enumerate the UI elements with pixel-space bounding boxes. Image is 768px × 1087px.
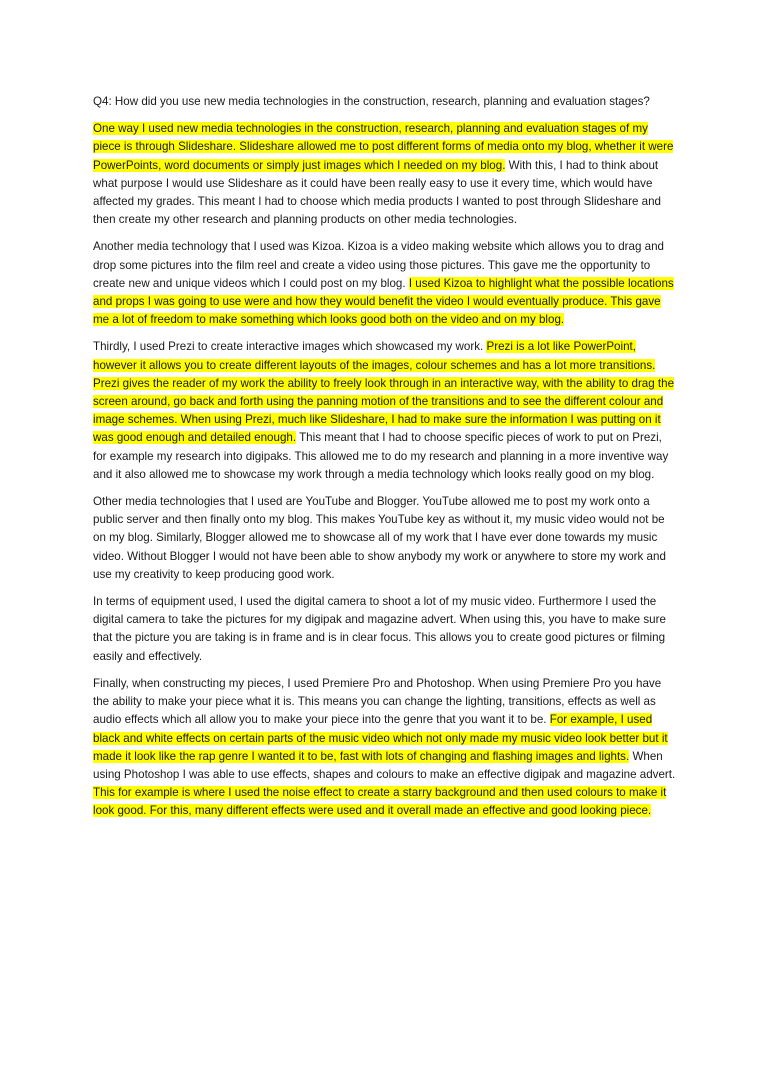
paragraph-premiere-photoshop [93,675,677,821]
paragraph-slideshare [93,120,677,229]
paragraph-youtube-blogger [93,493,677,584]
body-text: Other media technologies that I used are YouTube and Blogger. YouTube allowed me to post my work onto a public server and then finally onto my blog. This makes YouTube key as without it, my music video would not be on my blog. Similarly, Blogger allowed me to showcase all of my work that I have ever done towards my music video. Without Blogger I would not have been able to show anybody my work or anywhere to store my work and use my creativity to keep producing good work. [93,495,666,581]
body-text: When using Photoshop I was able to use effects, shapes and colours to make an effective digipak and magazine advert. [93,749,676,781]
body-text: Thirdly, I used Prezi to create interactive images which showcased my work. [93,340,487,354]
paragraph-equipment [93,593,677,666]
document-page [93,93,677,830]
highlighted-text: This for example is where I used the noise effect to create a starry background and then used colours to make it look good. For this, many different effects were used and it overall made an effective and good looking piece. [93,786,667,818]
body-text: This meant that I had to choose specific pieces of work to put on Prezi, for example my research into digipaks. This allowed me to do my research and planning in a more inventive way and it also allowed me to showcase my work through a media technology which looks really good on my blog. [93,431,669,481]
highlighted-text: Prezi is a lot like PowerPoint, however it allows you to create different layouts of the images, colour schemes and has a lot more transitions. Prezi gives the reader of my work the ability to freely look through in an interactive way, with the ability to drag the screen around, go back and forth using the panning motion of the transitions and to see the different colour and image schemes. When using Prezi, much like Slideshare, I had to make sure the information I was putting on it was good enough and detailed enough. [93,340,675,445]
question-text: Q4: How did you use new media technologies in the construction, research, planning and evaluation stages? [93,95,650,108]
highlighted-text: I used Kizoa to highlight what the possible locations and props I was going to use were and how they would benefit the video I would eventually produce. This gave me a lot of freedom to make something which looks good both on the video and on my blog. [93,276,674,327]
paragraph-prezi [93,338,677,484]
highlighted-text: For example, I used black and white effects on certain parts of the music video which not only made my music video look better but it made it look like the rap genre I wanted it to be, fast with lots of changing and flashing images and lights. [93,713,668,763]
body-text: With this, I had to think about what purpose I would use Slideshare as it could have been really easy to use it every time, which would have affected my grades. This meant I had to choose which media products I wanted to post through Slideshare and then create my other research and planning products on other media technologies. [93,158,662,227]
body-text: In terms of equipment used, I used the digital camera to shoot a lot of my music video. Furthermore I used the digital camera to take the pictures for my digipak and magazine advert. When using this, you have to make sure that the picture you are taking is in frame and is in clear focus. This allows you to create good pictures or filming easily and effectively. [93,595,666,663]
body-text: Finally, when constructing my pieces, I used Premiere Pro and Photoshop. When using Premiere Pro you have the ability to make your piece what it is. This means you can change the lighting, transitions, effects as well as audio effects which all allow you to make your piece into the genre that you want it to be. [93,676,662,727]
paragraph-kizoa [93,238,677,329]
question-heading [93,93,677,111]
body-text: Another media technology that I used was Kizoa. Kizoa is a video making website which allows you to drag and drop some pictures into the film reel and create a video using those pictures. This gave me the opportunity to create new and unique videos which I could post on my blog. [93,240,664,290]
highlighted-text: One way I used new media technologies in the construction, research, planning and evaluation stages of my piece is through Slideshare. Slideshare allowed me to post different forms of media onto my blog, whether it were PowerPoints, word documents or simply just images which I needed on my blog. [93,122,674,172]
